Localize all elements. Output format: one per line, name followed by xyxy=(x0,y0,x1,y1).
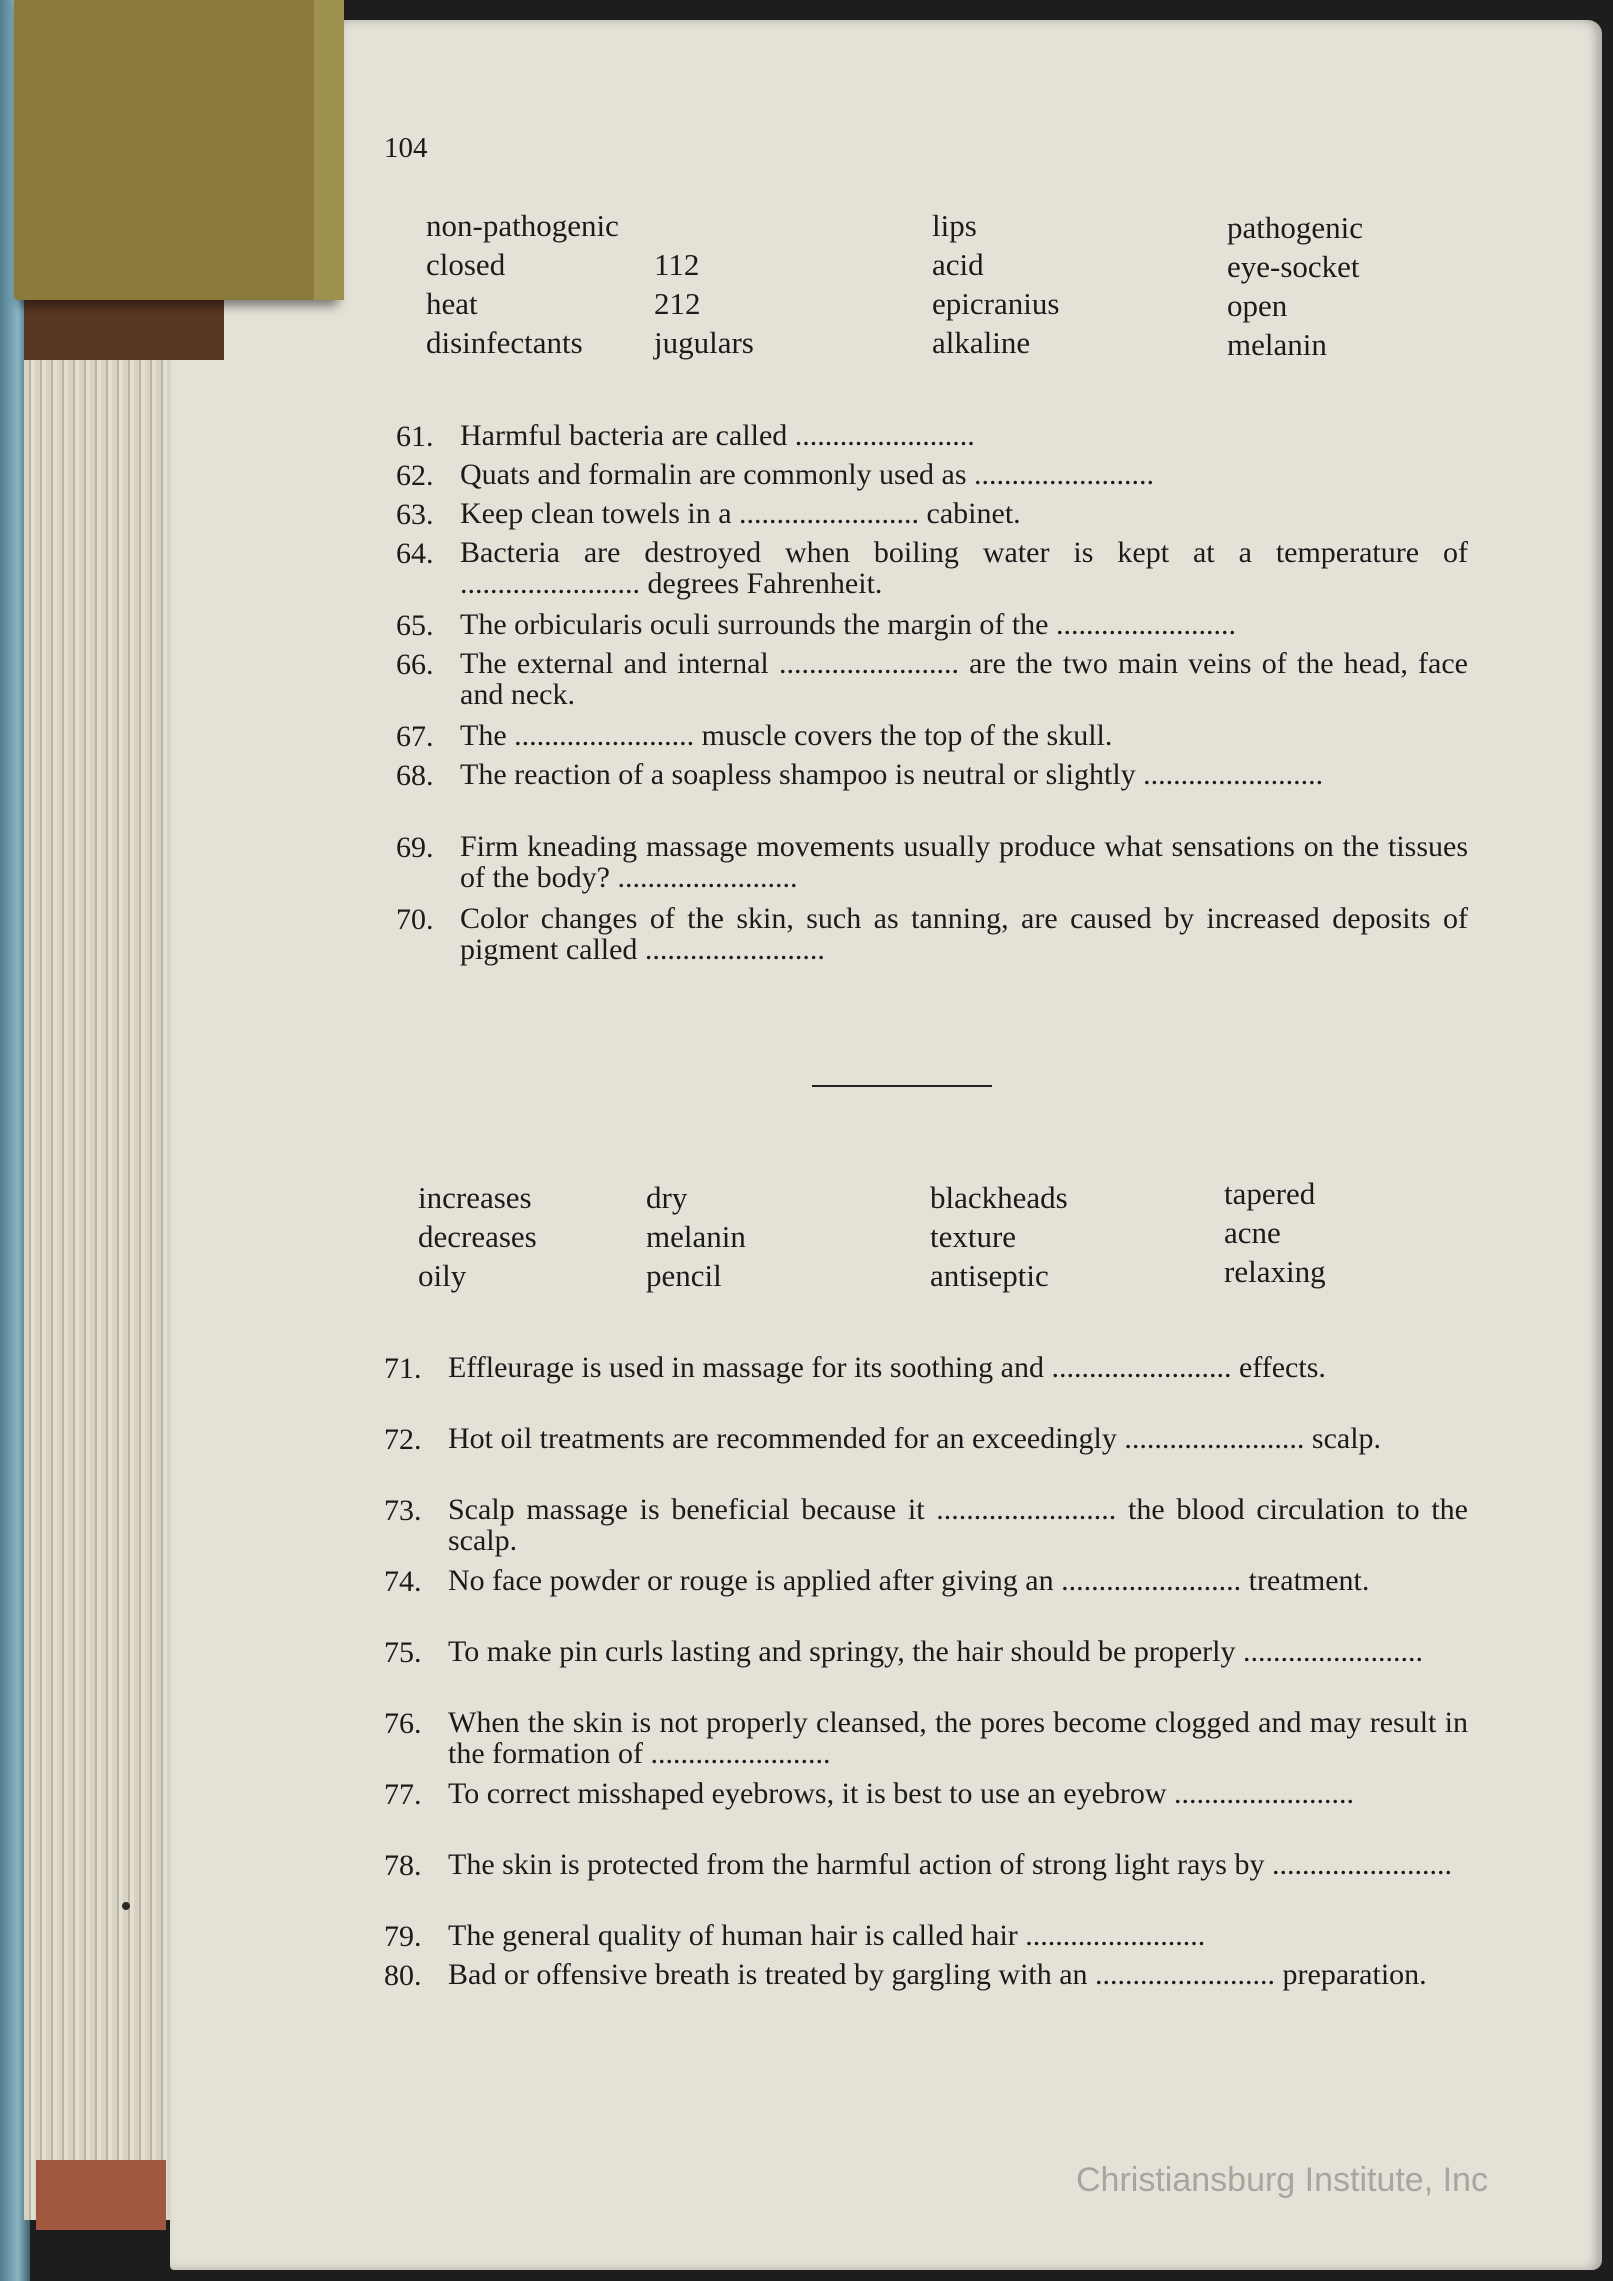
word-bank-1-col-1 xyxy=(426,208,619,364)
question-text: Bacteria are destroyed when boiling water is kept at a temperature of ........................ degrees Fahrenheit. xyxy=(460,536,1468,600)
word: blackheads xyxy=(930,1180,1068,1215)
section-divider xyxy=(812,1085,992,1087)
question-66 xyxy=(396,648,1468,720)
word: texture xyxy=(930,1219,1017,1254)
watermark: Christiansburg Institute, Inc xyxy=(1076,2161,1488,2199)
page-number: 104 xyxy=(384,132,428,164)
question-text: The reaction of a soapless shampoo is neutral or slightly ........................ xyxy=(460,758,1324,791)
question-list-2 xyxy=(384,1352,1468,2030)
word: increases xyxy=(418,1180,532,1215)
word-bank-2-col-4 xyxy=(1224,1176,1326,1293)
question-number: 79. xyxy=(384,1920,422,1953)
word: oily xyxy=(418,1258,467,1293)
word-bank-2-col-2 xyxy=(646,1180,746,1297)
question-74 xyxy=(384,1565,1468,1636)
question-number: 63. xyxy=(396,498,434,531)
word: open xyxy=(1227,288,1288,323)
question-number: 75. xyxy=(384,1636,422,1669)
word: melanin xyxy=(646,1219,746,1254)
question-text: Color changes of the skin, such as tanning, are caused by increased deposits of pigment called ........................ xyxy=(460,902,1468,966)
question-text: The ........................ muscle covers the top of the skull. xyxy=(460,719,1113,752)
word: acid xyxy=(932,247,984,282)
word-bank-1-col-3 xyxy=(932,208,1059,364)
word-bank-1-col-2 xyxy=(654,208,754,364)
question-number: 72. xyxy=(384,1423,422,1456)
question-number: 65. xyxy=(396,609,434,642)
question-text: When the skin is not properly cleansed, the pores become clogged and may result in the formation of ........................ xyxy=(448,1706,1468,1770)
question-number: 67. xyxy=(396,720,434,753)
question-63 xyxy=(396,498,1468,537)
word: closed xyxy=(426,247,506,282)
word: tapered xyxy=(1224,1176,1316,1211)
question-number: 73. xyxy=(384,1494,422,1527)
page-edges xyxy=(24,330,184,2220)
question-text: No face powder or rouge is applied after giving an ........................ treatment. xyxy=(448,1564,1370,1597)
question-number: 77. xyxy=(384,1778,422,1811)
question-61 xyxy=(396,420,1468,459)
word: relaxing xyxy=(1224,1254,1326,1289)
question-text: Effleurage is used in massage for its soothing and ........................ effects. xyxy=(448,1351,1326,1384)
question-number: 74. xyxy=(384,1565,422,1598)
word xyxy=(654,208,754,247)
word: eye-socket xyxy=(1227,249,1360,284)
question-64 xyxy=(396,537,1468,609)
question-77 xyxy=(384,1778,1468,1849)
word: pathogenic xyxy=(1227,210,1364,245)
question-67 xyxy=(396,720,1468,759)
question-number: 70. xyxy=(396,903,434,936)
question-number: 80. xyxy=(384,1959,422,1992)
word: non-pathogenic xyxy=(426,208,619,243)
question-65 xyxy=(396,609,1468,648)
question-69 xyxy=(396,831,1468,903)
word: dry xyxy=(646,1180,688,1215)
question-76 xyxy=(384,1707,1468,1778)
question-text: Quats and formalin are commonly used as ........................ xyxy=(460,458,1155,491)
question-number: 68. xyxy=(396,759,434,792)
word: epicranius xyxy=(932,286,1060,321)
question-71 xyxy=(384,1352,1468,1423)
question-62 xyxy=(396,459,1468,498)
question-number: 78. xyxy=(384,1849,422,1882)
question-number: 62. xyxy=(396,459,434,492)
word-bank-2-col-1 xyxy=(418,1180,537,1297)
question-73 xyxy=(384,1494,1468,1565)
question-68 xyxy=(396,759,1468,831)
index-tab xyxy=(14,0,334,300)
question-number: 69. xyxy=(396,831,434,864)
word: melanin xyxy=(1227,327,1327,362)
question-text: The skin is protected from the harmful action of strong light rays by ........................ xyxy=(448,1848,1452,1881)
question-number: 61. xyxy=(396,420,434,453)
word: alkaline xyxy=(932,325,1031,360)
word: antiseptic xyxy=(930,1258,1049,1293)
question-text: Keep clean towels in a ........................ cabinet. xyxy=(460,497,1021,530)
word: jugulars xyxy=(654,325,754,360)
ink-dot xyxy=(122,1902,130,1910)
word: lips xyxy=(932,208,977,243)
word: 112 xyxy=(654,247,700,282)
question-70 xyxy=(396,903,1468,975)
page-edge-bottom xyxy=(36,2160,166,2230)
word: 212 xyxy=(654,286,701,321)
question-text: The general quality of human hair is called hair ........................ xyxy=(448,1919,1206,1952)
question-78 xyxy=(384,1849,1468,1920)
question-79 xyxy=(384,1920,1468,1959)
question-list-1 xyxy=(396,420,1468,975)
question-text: The external and internal ........................ are the two main veins of the head, face and neck. xyxy=(460,647,1468,711)
question-number: 66. xyxy=(396,648,434,681)
word: acne xyxy=(1224,1215,1281,1250)
word: pencil xyxy=(646,1258,722,1293)
question-text: Scalp massage is beneficial because it ........................ the blood circulation to the scalp. xyxy=(448,1493,1468,1557)
word-bank-1-col-4 xyxy=(1227,210,1363,366)
question-text: To make pin curls lasting and springy, the hair should be properly ........................ xyxy=(448,1635,1423,1668)
word: heat xyxy=(426,286,478,321)
question-72 xyxy=(384,1423,1468,1494)
word-bank-2-col-3 xyxy=(930,1180,1068,1297)
question-number: 64. xyxy=(396,537,434,570)
question-text: Harmful bacteria are called ........................ xyxy=(460,419,975,452)
question-75 xyxy=(384,1636,1468,1707)
question-text: Firm kneading massage movements usually produce what sensations on the tissues of the body? ........................ xyxy=(460,830,1468,894)
question-number: 71. xyxy=(384,1352,422,1385)
question-text: The orbicularis oculi surrounds the margin of the ........................ xyxy=(460,608,1236,641)
question-text: Bad or offensive breath is treated by gargling with an ........................ preparation. xyxy=(448,1958,1427,1991)
word: decreases xyxy=(418,1219,537,1254)
question-text: To correct misshaped eyebrows, it is best to use an eyebrow ........................ xyxy=(448,1777,1355,1810)
question-text: Hot oil treatments are recommended for an exceedingly ........................ scalp. xyxy=(448,1422,1382,1455)
question-80 xyxy=(384,1959,1468,2030)
word: disinfectants xyxy=(426,325,583,360)
question-number: 76. xyxy=(384,1707,422,1740)
